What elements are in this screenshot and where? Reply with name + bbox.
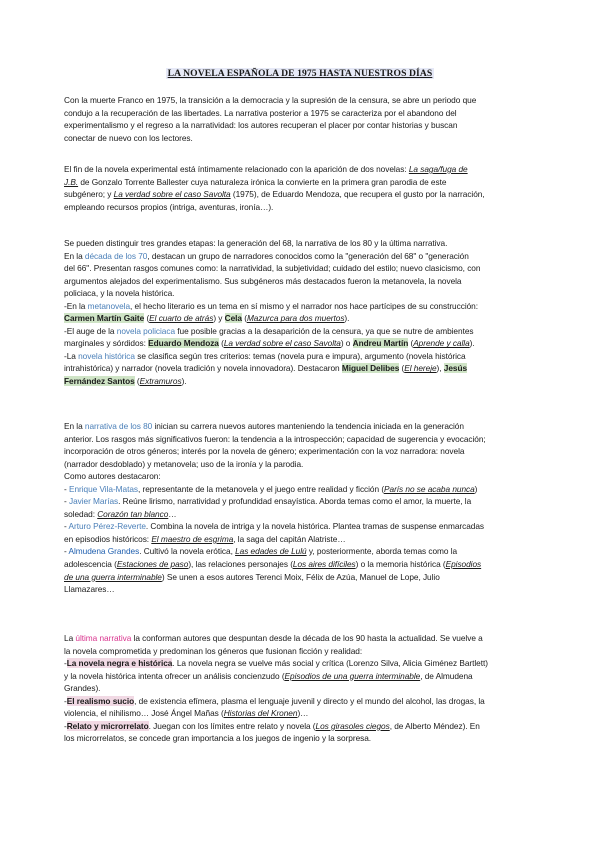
author-name: Javier Marías bbox=[68, 496, 119, 507]
text-run: ) o bbox=[340, 338, 353, 349]
text-run: inician su carrera nuevos autores manteniendo la tendencia iniciada en la generación bbox=[152, 421, 464, 431]
text-line: argumentos alejados del experimentalismo. Sus subgéneros más destacados fueron la metanovela, la novela bbox=[64, 275, 462, 286]
text-run: - bbox=[64, 695, 67, 706]
author-name: Arturo Pérez-Reverte bbox=[68, 521, 146, 532]
author-name: Fernández Santos bbox=[64, 376, 135, 387]
text-line bbox=[64, 508, 538, 521]
book-title: Corazón tan blanco bbox=[97, 508, 169, 519]
book-title: El cuarto de atrás bbox=[149, 313, 214, 324]
text-run: ) y bbox=[213, 313, 225, 324]
book-title: Los girasoles ciegos bbox=[315, 720, 390, 731]
text-run: ). bbox=[344, 313, 350, 324]
text-run: - bbox=[64, 658, 67, 669]
text-line: Llamazares… bbox=[64, 584, 115, 595]
book-title: J.B. bbox=[64, 176, 79, 187]
text-line bbox=[64, 325, 538, 338]
text-run: , de Almudena bbox=[420, 670, 473, 681]
text-run: ) o la memoria histórica ( bbox=[355, 559, 446, 570]
book-title: Mazurca para dos muertos bbox=[246, 313, 345, 324]
book-title: Historias del Kronen bbox=[223, 708, 298, 719]
text-run: se clasifica según tres criterios: temas (novela pura e impura), argumento (novela histórica bbox=[134, 350, 466, 361]
text-run: - bbox=[64, 483, 69, 494]
author-name: Almudena Grandes bbox=[68, 546, 140, 557]
book-title: Episodios de una guerra interminable bbox=[284, 670, 421, 681]
text-run: ( bbox=[134, 376, 140, 387]
text-run: ( bbox=[144, 313, 150, 324]
author-name: Andreu Martín bbox=[352, 338, 409, 349]
book-title: Estaciones de paso bbox=[116, 559, 189, 570]
text-run: adolescencia ( bbox=[64, 559, 117, 570]
book-title: Los aires difíciles bbox=[292, 559, 356, 570]
text-line bbox=[64, 163, 538, 176]
text-line bbox=[64, 670, 538, 683]
text-run: ( bbox=[241, 313, 247, 324]
text-line: empleando recursos propios (intriga, aventuras, ironía…). bbox=[64, 201, 274, 212]
text-line bbox=[64, 520, 538, 533]
text-run: El fin de la novela experimental está íntimamente relacionado con la aparición de dos novelas: bbox=[64, 164, 409, 174]
text-run: , la saga del capitán Alatriste… bbox=[233, 533, 346, 544]
text-run: ). bbox=[469, 338, 475, 349]
document-title-text: LA NOVELA ESPAÑOLA DE 1975 HASTA NUESTROS DÍAS bbox=[167, 68, 433, 79]
text-run: en episodios históricos: bbox=[64, 533, 152, 544]
text-run: -La bbox=[64, 350, 79, 361]
text-line: Se pueden distinguir tres grandes etapas: la generación del 68, la narrativa de los 80 y la última narrativa. bbox=[64, 238, 448, 248]
text-run: En la bbox=[64, 250, 85, 261]
text-line bbox=[64, 657, 538, 670]
subgenre-label: La novela negra e histórica bbox=[66, 658, 173, 669]
text-line: los microrrelatos, se concede gran importancia a los juegos de ingenio y la sorpresa. bbox=[64, 733, 372, 744]
book-title: París no se acaba nunca bbox=[384, 483, 475, 494]
text-run: La bbox=[64, 633, 76, 643]
text-line bbox=[64, 632, 538, 645]
text-run: , representante de la metanovela y el juego entre realidad y ficción ( bbox=[138, 483, 385, 494]
text-run: fue posible gracias a la desaparición de la censura, ya que se nutre de ambientes bbox=[175, 325, 474, 336]
text-line bbox=[64, 337, 538, 350]
author-name: Cela bbox=[224, 313, 242, 324]
text-line bbox=[64, 188, 538, 201]
text-line: (narrador desdoblado) y metanovela; uso de la ironía y la parodia. bbox=[64, 458, 304, 469]
text-run: . Reúne lirismo, narratividad y profundidad ensayística. Aborda temas como el amor, la muerte, la bbox=[118, 496, 472, 507]
text-run: ), bbox=[436, 363, 444, 374]
book-title: Episodios bbox=[445, 559, 482, 570]
text-run: . Juegan con los límites entre relato y novela ( bbox=[148, 720, 316, 731]
book-title: Aprende y calla bbox=[413, 338, 470, 349]
paragraph-end-experimental bbox=[64, 163, 538, 213]
text-run: . Cultivó la novela erótica, bbox=[139, 546, 236, 557]
paragraph-intro bbox=[64, 94, 538, 144]
book-title: El maestro de esgrima bbox=[151, 533, 234, 544]
author-name: Carmen Martín Gaite bbox=[64, 313, 145, 324]
text-run: ) Se unen a esos autores Terenci Moix, Félix de Azúa, Manuel de Lope, Julio bbox=[161, 571, 440, 582]
term-highlight: metanovela bbox=[87, 300, 131, 311]
text-line bbox=[64, 375, 538, 388]
text-run: - bbox=[64, 496, 69, 507]
text-run: la conforman autores que despuntan desde la década de los 90 hasta la actualidad. Se vuelve a bbox=[131, 633, 483, 643]
text-run: ). bbox=[181, 376, 187, 387]
text-line bbox=[64, 695, 538, 708]
text-line: Con la muerte Franco en 1975, la transición a la democracia y la supresión de la censura, se abre un periodo que bbox=[64, 95, 477, 105]
text-line bbox=[64, 720, 538, 733]
text-line: policiaca, y la novela histórica. bbox=[64, 288, 175, 299]
author-name: Jesús bbox=[443, 363, 468, 374]
text-run: , de existencia efímera, plasma el lenguaje juvenil y directo y el mundo del alcohol, las drogas, la bbox=[134, 695, 485, 706]
text-run: marginales y sórdidos: bbox=[64, 338, 149, 349]
text-run: (1975), de Eduardo Mendoza, que recupera el gusto por la narración, bbox=[230, 189, 485, 200]
text-run: - bbox=[64, 546, 69, 557]
text-run: - bbox=[64, 521, 69, 532]
book-title: La verdad sobre el caso Savolta bbox=[113, 189, 231, 200]
text-line: experimentalismo y el regreso a la narratividad: los autores recuperan el placer por contar historias y buscan bbox=[64, 120, 458, 131]
term-highlight: narrativa de los 80 bbox=[84, 421, 153, 431]
book-title: Las edades de Lulú bbox=[235, 546, 307, 557]
text-run: ( bbox=[399, 363, 405, 374]
author-name: Eduardo Mendoza bbox=[148, 338, 219, 349]
term-highlight: novela histórica bbox=[78, 350, 135, 361]
text-line bbox=[64, 545, 538, 558]
book-title: La verdad sobre el caso Savolta bbox=[223, 338, 341, 349]
paragraph-generacion-68 bbox=[64, 237, 538, 388]
text-line: anterior. Los rasgos más significativos fueron: la tendencia a la introspección; capacidad de sugerencia y evocación; bbox=[64, 433, 486, 444]
text-line bbox=[64, 350, 538, 363]
subgenre-label: Relato y microrrelato bbox=[66, 720, 149, 731]
text-run: intrahistórica) y narrador (novela tradición y novela innovadora). Destacaron bbox=[64, 363, 342, 374]
text-run: . Combina la novela de intriga y la novela histórica. Plantea tramas de suspense enmarcadas bbox=[145, 521, 485, 532]
author-name: Miguel Delibes bbox=[341, 363, 400, 374]
text-line bbox=[64, 495, 538, 508]
paragraph-narrativa-80 bbox=[64, 420, 538, 596]
text-line: del 66". Presentan rasgos comunes como: la narratividad, la subjetividad; cuidado del estilo; nuevo clasicismo, con bbox=[64, 263, 481, 274]
text-line: conectar de nuevo con los lectores. bbox=[64, 132, 193, 143]
text-line bbox=[64, 176, 538, 189]
term-highlight: década de los 70 bbox=[84, 250, 148, 261]
book-title: de una guerra interminable bbox=[64, 571, 162, 582]
text-line bbox=[64, 420, 538, 433]
text-run: ), las relaciones personajes ( bbox=[188, 559, 293, 570]
text-run: ( bbox=[218, 338, 224, 349]
text-line bbox=[64, 300, 538, 313]
term-highlight: novela policiaca bbox=[116, 325, 176, 336]
book-title: La saga/fuga de bbox=[408, 164, 468, 174]
text-run: de Gonzalo Torrente Ballester cuya naturaleza irónica la convierte en la primera gran parodia de este bbox=[78, 176, 447, 187]
text-run: , el hecho literario es un tema en sí mismo y el narrador nos hace partícipes de su construcción: bbox=[130, 300, 478, 311]
text-run: ( bbox=[408, 338, 414, 349]
author-name: Enrique Vila-Matas bbox=[68, 483, 139, 494]
text-line bbox=[64, 250, 538, 263]
text-line: condujo a la recuperación de las libertades. La narrativa posterior a 1975 se caracteriza por el abandono del bbox=[64, 107, 457, 118]
text-line: Grandes). bbox=[64, 683, 101, 694]
paragraph-ultima-narrativa bbox=[64, 632, 538, 745]
book-title: El hereje bbox=[404, 363, 437, 374]
text-run: -En la bbox=[64, 300, 88, 311]
text-run: -El auge de la bbox=[64, 325, 117, 336]
text-line bbox=[64, 571, 538, 584]
text-line bbox=[64, 707, 538, 720]
subgenre-label: El realismo sucio bbox=[66, 695, 135, 706]
text-line bbox=[64, 533, 538, 546]
text-line: la novela comprometida y predominan los géneros que fusionan ficción y realidad: bbox=[64, 645, 363, 656]
text-line bbox=[64, 558, 538, 571]
text-run: En la bbox=[64, 421, 85, 431]
text-run: … bbox=[168, 508, 177, 519]
text-line bbox=[64, 362, 538, 375]
text-run: y, posteriormente, aborda temas como la bbox=[306, 546, 458, 557]
text-run: violencia, el nihilismo… José Ángel Mañas ( bbox=[64, 708, 224, 719]
document-title bbox=[0, 68, 600, 79]
text-line bbox=[64, 483, 538, 496]
text-run: subgénero; y bbox=[64, 189, 114, 200]
text-line: incorporación de otros géneros; interés por la novela de género; experimentación con la voz narradora: novela bbox=[64, 446, 465, 457]
text-run: . La novela negra se vuelve más social y crítica (Lorenzo Silva, Alicia Giménez Bartlett) bbox=[172, 658, 488, 669]
text-run: )… bbox=[297, 708, 309, 719]
text-run: - bbox=[64, 720, 67, 731]
text-line bbox=[64, 312, 538, 325]
book-title: Extramuros bbox=[139, 376, 182, 387]
text-run: soledad: bbox=[64, 508, 98, 519]
text-run: , de Alberto Méndez). En bbox=[389, 720, 480, 731]
text-run: , destacan un grupo de narradores conocidos como la "generación del 68" o "generación bbox=[147, 250, 469, 261]
text-run: ) bbox=[474, 483, 478, 494]
term-highlight: última narrativa bbox=[75, 633, 132, 643]
text-line: Como autores destacaron: bbox=[64, 471, 161, 482]
text-run: y la novela histórica intenta ofrecer un análisis concienzudo ( bbox=[64, 670, 285, 681]
